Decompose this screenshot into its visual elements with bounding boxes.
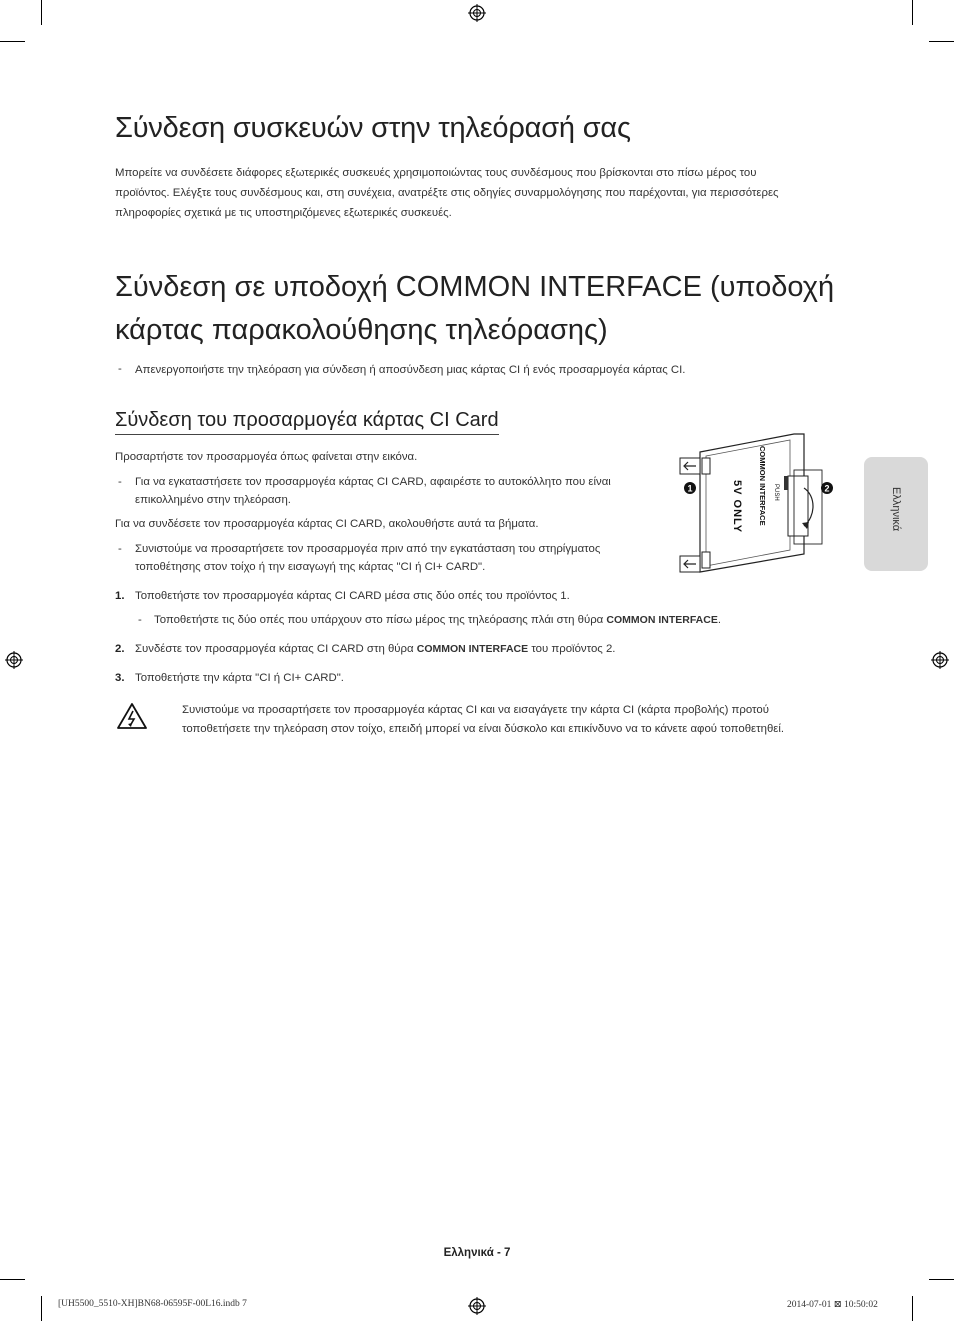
5v-only-label: 5V ONLY: [731, 480, 743, 534]
bullet-dash: -: [118, 476, 122, 488]
crop-mark: [929, 41, 954, 42]
registration-mark-icon: [468, 1297, 486, 1315]
crop-mark: [912, 1296, 913, 1321]
subheading: Σύνδεση του προσαρμογέα κάρτας CI Card: [115, 409, 499, 435]
ci-adapter-diagram: [676, 430, 836, 580]
footer-timestamp: 2014-07-01 ⊠ 10:50:02: [787, 1300, 878, 1310]
marker-2-label: 2: [824, 483, 830, 494]
sub-intro: Προσαρτήστε τον προσαρμογέα όπως φαίνεται στην εικόνα.: [115, 451, 418, 463]
crop-mark: [0, 1279, 25, 1280]
step-text: Τοποθετήστε τον προσαρμογέα κάρτας CI CARD μέσα στις δύο οπές του προϊόντος 1.: [135, 590, 570, 602]
step-text-after: του προϊόντος 2.: [528, 643, 616, 655]
step-text-before: Συνδέστε τον προσαρμογέα κάρτας CI CARD στη θύρα: [135, 643, 417, 655]
intro-line: πληροφορίες σχετικά με τις υποστηριζόμενες εξωτερικές συσκευές.: [115, 207, 452, 219]
connect-text: Για να συνδέσετε τον προσαρμογέα κάρτας CI CARD, ακολουθήστε αυτά τα βήματα.: [115, 518, 539, 530]
crop-mark: [41, 1296, 42, 1321]
bullet-dash: -: [118, 363, 122, 375]
warning-line: Συνιστούμε να προσαρτήσετε τον προσαρμογέα κάρτας CI και να εισαγάγετε την κάρτα CI (κάρτα προβολής) προτού: [182, 704, 769, 716]
push-label: PUSH: [773, 484, 779, 501]
bullet-line: Συνιστούμε να προσαρτήσετε τον προσαρμογέα πριν από την εγκατάσταση του στηρίγματος: [135, 543, 601, 555]
crop-mark: [0, 41, 25, 42]
language-side-tab: [864, 457, 928, 571]
bullet-line: Για να εγκαταστήσετε τον προσαρμογέα κάρτας CI CARD, αφαιρέστε το αυτοκόλλητο που είναι: [135, 476, 611, 488]
crop-mark: [912, 0, 913, 25]
bullet-line: τοποθέτησης στον τοίχο ή την εισαγωγή της κάρτας "CI ή CI+ CARD".: [135, 561, 486, 573]
side-tab-label: Ελληνικά: [890, 487, 902, 532]
crop-mark: [41, 0, 42, 25]
step-sub-text: [154, 610, 721, 630]
port-name: COMMON INTERFACE: [606, 614, 718, 626]
intro-line: προϊόντος. Ελέγξτε τους συνδέσμους και, στη συνέχεια, ανατρέξτε στις οδηγίες συναρμολόγησης που παρέχονται, για περισσότερες: [115, 187, 779, 199]
warning-icon: [116, 702, 148, 730]
step-number: 2.: [115, 643, 125, 655]
intro-line: Μπορείτε να συνδέσετε διάφορες εξωτερικές συσκευές χρησιμοποιώντας τους συνδέσμους που βρίσκονται στο πίσω μέρος του: [115, 167, 757, 179]
common-interface-label: COMMON INTERFACE: [758, 446, 767, 526]
bullet-dash: -: [138, 614, 142, 626]
step-number: 1.: [115, 590, 125, 602]
section-heading-line: κάρτας παρακολούθησης τηλεόρασης): [115, 314, 608, 346]
step-number: 3.: [115, 672, 125, 684]
bullet-dash: -: [118, 543, 122, 555]
port-name: COMMON INTERFACE: [416, 643, 529, 655]
registration-mark-icon: [931, 651, 949, 669]
step-sub-text-after: .: [717, 614, 722, 626]
page-number: Ελληνικά - 7: [443, 1247, 511, 1259]
marker-1-label: 1: [687, 483, 693, 494]
section-note: Απενεργοποιήστε την τηλεόραση για σύνδεση ή αποσύνδεση μιας κάρτας CI ή ενός προσαρμογέα κάρτας CI.: [135, 364, 686, 376]
section-heading: [115, 266, 835, 352]
registration-mark-icon: [468, 4, 486, 22]
section-heading-line: Σύνδεση σε υποδοχή COMMON INTERFACE (υποδοχή: [115, 271, 835, 303]
registration-mark-icon: [5, 651, 23, 669]
footer-filename: [UH5500_5510-XH]BN68-06595F-00L16.indb 7: [58, 1299, 247, 1309]
step-sub-text-before: Τοποθετήστε τις δύο οπές που υπάρχουν στο πίσω μέρος της τηλεόρασης πλάι στη θύρα: [154, 614, 607, 626]
crop-mark: [929, 1279, 954, 1280]
intro-paragraph: [115, 163, 815, 223]
warning-line: τοποθετήσετε την τηλεόραση στον τοίχο, επειδή μπορεί να είναι δύσκολο και επικίνδυνο να το κάνετε αφού τοποθετηθεί.: [182, 723, 785, 735]
bullet-line: επικολλημένο στην τηλεόραση.: [135, 494, 291, 506]
step-text: [135, 639, 615, 659]
page-title: Σύνδεση συσκευών στην τηλεόρασή σας: [115, 112, 631, 144]
step-text: Τοποθετήστε την κάρτα "CI ή CI+ CARD".: [135, 672, 344, 684]
